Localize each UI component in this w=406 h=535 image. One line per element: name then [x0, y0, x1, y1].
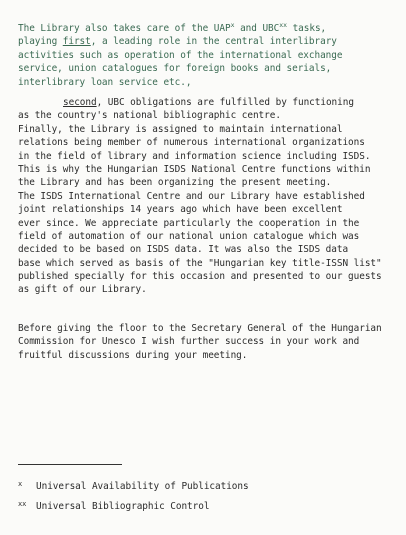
intro-line-4: service, union catalogues for foreign books and serials, [18, 63, 332, 75]
body-line: base which served as basis of the "Hungarian key title-ISSN list" [18, 257, 382, 269]
underlined-second: second [63, 97, 97, 108]
body-line: the Library and has been organizing the present meeting. [18, 177, 332, 189]
second-line-2: as the country's national bibliographic centre. [18, 110, 281, 122]
body-paragraph [18, 96, 402, 297]
closing-line: Commission for Unesco I wish further success in your work and [18, 336, 360, 348]
body-line: This is why the Hungarian ISDS National Centre functions within [18, 163, 371, 175]
body-line: Finally, the Library is assigned to maintain international [18, 123, 343, 135]
body-line: ever since. We appreciate particularly the cooperation in the [18, 217, 360, 229]
intro-paragraph [18, 22, 402, 89]
footnote-text: Universal Availability of Publications [36, 481, 249, 492]
footnote-mark: x [18, 480, 23, 488]
closing-line: Before giving the floor to the Secretary General of the Hungarian [18, 323, 382, 334]
intro-line-2: playing first, a leading role in the central interlibrary [18, 36, 337, 48]
body-line: field of automation of our national union catalogue which was [18, 230, 360, 242]
footnote-divider [18, 464, 122, 465]
intro-line-3: activities such as operation of the international exchange [18, 49, 343, 61]
intro-line-5: interlibrary loan service etc., [18, 76, 192, 88]
footnote-ref-x: x [230, 21, 235, 29]
body-line: joint relationships 14 years ago which have been excellent [18, 204, 343, 216]
body-line: relations being member of numerous international organizations [18, 137, 365, 149]
body-line: The ISDS International Centre and our Library have established [18, 190, 365, 202]
closing-line: fruitful discussions during your meeting. [18, 349, 248, 361]
underlined-first: first [62, 36, 91, 48]
intro-line-1: The Library also takes care of the UAP$^x$ and UBC$^{xx}$ tasks, [18, 21, 327, 34]
body-line: published specially for this occasion and presented to our guests [18, 271, 382, 283]
footnote-mark: xx [18, 500, 27, 508]
footnote-xx [18, 498, 209, 513]
second-line-1: second, UBC obligations are fulfilled by functioning [63, 97, 354, 108]
footnote-text: Universal Bibliographic Control [36, 501, 210, 512]
body-line: as gift of our Library. [18, 284, 147, 296]
footnote-x [18, 478, 249, 493]
body-line: in the field of library and information science including ISDS. [18, 150, 371, 162]
body-line: decided to be based on ISDS data. It was also the ISDS data [18, 244, 349, 256]
closing-paragraph [18, 322, 402, 362]
footnote-ref-xx: xx [279, 21, 287, 29]
